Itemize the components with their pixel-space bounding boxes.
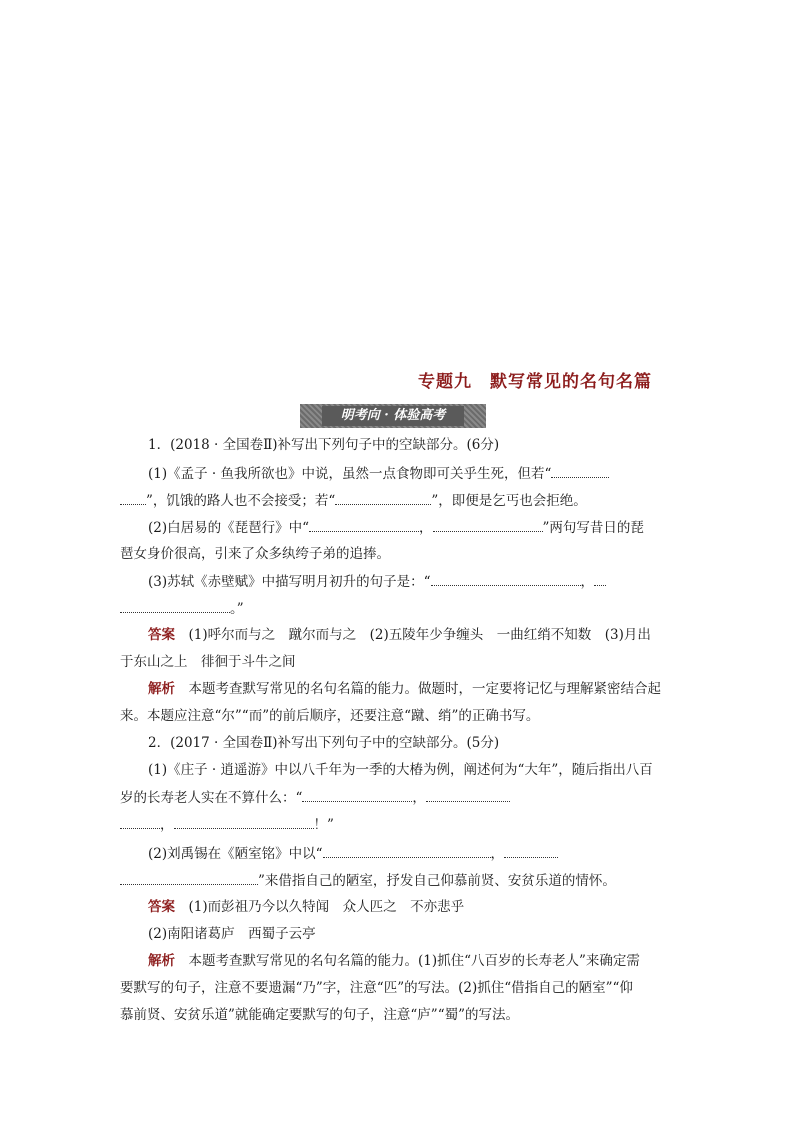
q2-part1-text-b: 岁的长寿老人实在不算什么：“ <box>120 790 303 806</box>
q1-part3-line1 <box>148 571 606 592</box>
q1-part1-text-b: ”，饥饿的路人也不会接受；若“ <box>146 493 336 509</box>
q2-part1-sep: ， <box>412 790 426 806</box>
q1-blank-6-cont[interactable] <box>120 598 230 613</box>
q1-part1-line2 <box>120 490 587 511</box>
q1-blank-4[interactable] <box>433 517 543 532</box>
q1-analysis-text-1: 本题考查默写常见的名句名篇的能力。做题时，一定要将记忆与理解紧密结合起 <box>188 681 661 697</box>
q1-part3-end: 。” <box>230 601 244 617</box>
q1-part1-line1 <box>148 463 609 484</box>
q2-stem: 2．(2017 · 全国卷Ⅱ)补写出下列句子中的空缺部分。(5分) <box>148 735 500 751</box>
q2-part1-sep2: ， <box>160 817 174 833</box>
q1-part3-text-a: (3)苏轼《赤壁赋》中描写明月初升的句子是：“ <box>148 574 431 590</box>
q2-part1-line2 <box>120 787 510 808</box>
q1-part3-line2 <box>120 598 244 619</box>
q1-part2-text-a: (2)白居易的《琵琶行》中“ <box>148 520 310 536</box>
q1-answer-line2: 于东山之上 徘徊于斗牛之间 <box>120 654 296 670</box>
q2-blank-5[interactable] <box>504 843 558 858</box>
q2-analysis-text-1: 本题考查默写常见的名句名篇的能力。(1)抓住“八百岁的长寿老人”来确定需 <box>188 953 640 969</box>
q2-part1-line3 <box>120 814 334 835</box>
q2-part2-text-a: (2)刘禹锡在《陋室铭》中以“ <box>148 846 323 862</box>
q1-answer-line1 <box>148 625 651 645</box>
q2-blank-3[interactable] <box>174 814 314 829</box>
q2-blank-2[interactable] <box>426 787 510 802</box>
q1-answer-label: 答案 <box>148 627 175 643</box>
q1-analysis-line2: 来。本题应注意“尔”“而”的前后顺序，还要注意“蹴、绡”的正确书写。 <box>120 708 540 724</box>
q2-analysis-line2: 要默写的句子，注意不要遗漏“乃”字，注意“匹”的写法。(2)抓住“借指自己的陋室”“仰 <box>120 980 633 996</box>
q2-answer-text-1: (1)而彭祖乃今以久特闻 众人匹之 不亦悲乎 <box>188 899 465 915</box>
q2-part2-line1 <box>148 843 558 864</box>
q2-answer-line2: (2)南阳诸葛庐 西蜀子云亭 <box>148 926 316 942</box>
q1-blank-5[interactable] <box>431 571 581 586</box>
q1-part2-line2: 琶女身价很高，引来了众多纨绔子弟的追捧。 <box>120 546 390 562</box>
q2-analysis-line3: 慕前贤、安贫乐道”就能确定要默写的句子，注意“庐”“蜀”的写法。 <box>120 1007 520 1023</box>
q1-part2-line1 <box>148 517 644 538</box>
page-title: 专题九 默写常见的名句名篇 <box>418 372 652 392</box>
q2-answer-line1 <box>148 897 464 917</box>
q2-part2-text-b: ”来借指自己的陋室，抒发自己仰慕前贤、安贫乐道的情怀。 <box>258 873 616 889</box>
q1-part2-sep: ， <box>419 520 433 536</box>
q2-analysis-label: 解析 <box>148 953 175 969</box>
banner-label: 明考向 · 体验高考 <box>322 406 464 426</box>
q2-answer-label: 答案 <box>148 899 175 915</box>
section-banner <box>300 404 486 428</box>
q2-part2-sep: ， <box>490 846 505 862</box>
q2-blank-5-cont[interactable] <box>120 870 258 885</box>
q1-blank-3[interactable] <box>309 517 419 532</box>
q1-part3-sep: ， <box>580 574 595 590</box>
q1-stem: 1．(2018 · 全国卷Ⅱ)补写出下列句子中的空缺部分。(6分) <box>148 437 500 453</box>
q2-blank-1[interactable] <box>302 787 412 802</box>
q1-part1-text-c: ”，即便是乞丐也会拒绝。 <box>431 493 587 509</box>
q2-part1-end: ！” <box>313 817 334 833</box>
q1-analysis-label: 解析 <box>148 681 175 697</box>
q1-blank-1[interactable] <box>551 463 609 478</box>
q1-part2-text-b: ”两句写昔日的琵 <box>542 520 644 536</box>
q1-part1-text-a: (1)《孟子 · 鱼我所欲也》中说，虽然一点食物即可关乎生死，但若“ <box>148 466 552 482</box>
q2-blank-4[interactable] <box>323 843 491 858</box>
q1-analysis-line1 <box>148 679 661 699</box>
q1-blank-2[interactable] <box>335 490 431 505</box>
q1-blank-1-cont[interactable] <box>120 490 146 505</box>
q2-part1-line1: (1)《庄子 · 逍遥游》中以八千年为一季的大椿为例，阐述何为“大年”，随后指出八百 <box>148 762 653 778</box>
q2-part2-line2 <box>120 870 616 891</box>
q2-analysis-line1 <box>148 951 640 971</box>
q1-answer-text-1: (1)呼尔而与之 蹴尔而与之 (2)五陵年少争缠头 一曲红绡不知数 (3)月出 <box>188 627 651 643</box>
q1-blank-6[interactable] <box>594 571 606 586</box>
q2-blank-2-cont[interactable] <box>120 814 160 829</box>
